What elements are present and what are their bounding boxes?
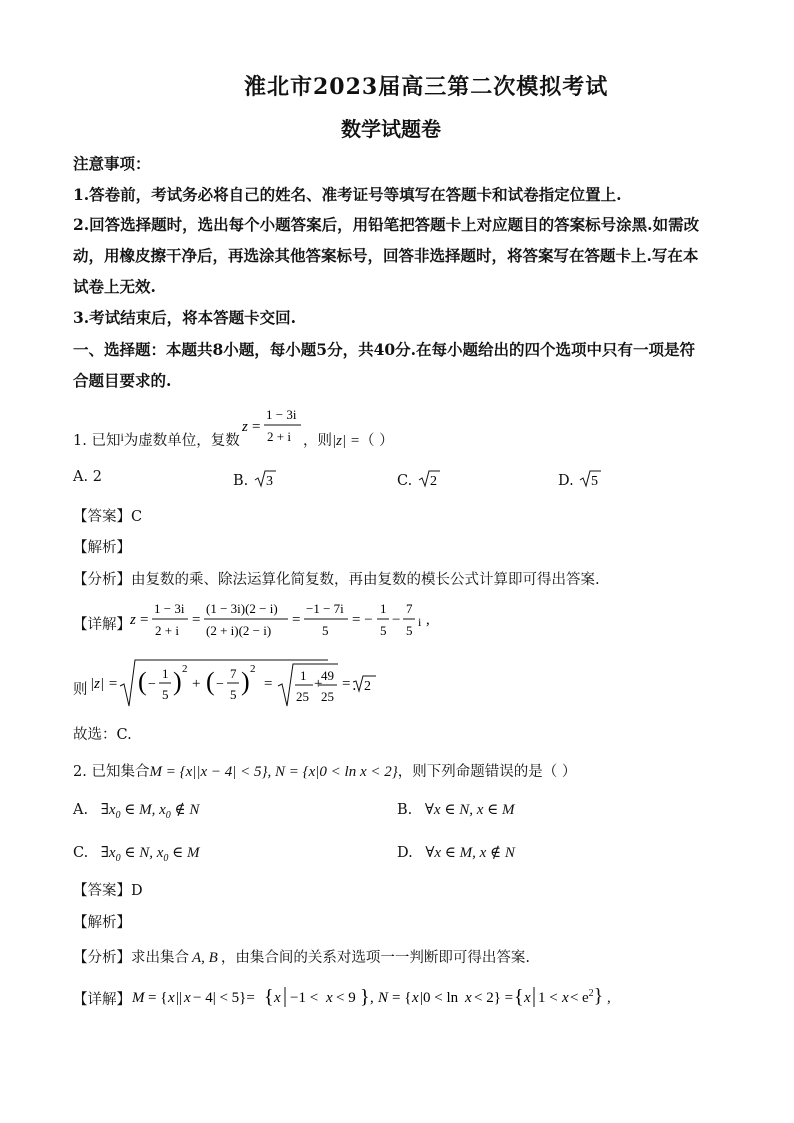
q2-detail-formula-end: $e^2$} ,	[582, 985, 611, 1007]
q2-tail: ，则下列命题错误的是（ ）	[397, 764, 577, 780]
fenxi-tag: 【分析】	[73, 572, 131, 588]
q2-option-a-expr: $\exists x_0$ ∈ M, $x_0$ ∉ N	[100, 802, 200, 821]
svg-text:5: 5	[322, 623, 329, 638]
q1-option-c-label: C.	[397, 473, 413, 489]
q1-stem	[73, 429, 240, 450]
svg-text:}: }	[360, 986, 370, 1008]
svg-text:< 9: < 9	[336, 990, 356, 1006]
svg-text:25: 25	[321, 689, 334, 704]
svg-text:i: i	[418, 615, 422, 629]
svg-text:(: (	[138, 667, 147, 696]
svg-text:1 − 3i: 1 − 3i	[266, 407, 297, 422]
svg-text:M: M	[132, 990, 145, 1006]
q2-option-b[interactable]	[397, 800, 514, 819]
svg-text:x: x	[465, 990, 472, 1006]
q2-sets: M = {x||x − 4| < 5}, N = {x|0 < ln x < 2}	[149, 764, 398, 780]
svg-text:= {: = {	[148, 990, 168, 1006]
svg-text:=: =	[252, 419, 261, 435]
svg-text:=: =	[292, 612, 301, 628]
answer-value: C	[131, 509, 143, 525]
svg-text:1: 1	[380, 601, 387, 616]
svg-text:,: ,	[426, 612, 430, 628]
fenxi-sets: A, B	[192, 950, 218, 966]
q1-option-b[interactable]	[233, 469, 277, 489]
svg-text:): )	[173, 667, 182, 696]
q2-option-b-label: B.	[397, 802, 413, 818]
q2-option-d-expr: ∀x ∈ M, x ∉ N	[425, 845, 515, 861]
svg-text:x: x	[184, 990, 191, 1006]
svg-text:2 + i: 2 + i	[267, 429, 291, 444]
q1-tail	[303, 429, 394, 450]
q1-fenxi	[73, 568, 600, 589]
svg-text:2: 2	[364, 679, 371, 694]
notice-item-2-line-1: 2.回答选择题时，选出每个小题答案后，用铅笔把答题卡上对应题目的答案标号涂黑.如需改	[73, 215, 700, 234]
svg-text:−1 <: −1 <	[290, 990, 319, 1006]
svg-text:x: x	[562, 990, 569, 1006]
q1-option-d-label: D.	[558, 473, 574, 489]
q2-stem	[73, 760, 576, 781]
q2-fenxi	[73, 946, 530, 967]
svg-text:−: −	[148, 677, 156, 692]
q2-option-c[interactable]	[73, 843, 199, 864]
q2-detail-formula	[130, 978, 590, 1014]
page-subtitle: 数学试题卷	[341, 117, 441, 141]
svg-text:3: 3	[265, 474, 273, 489]
svg-text:2: 2	[182, 663, 188, 675]
svg-text:=: =	[342, 676, 351, 692]
sqrt-3	[253, 469, 277, 489]
svg-text:,: ,	[370, 990, 374, 1006]
svg-text:= −: = −	[352, 612, 373, 628]
q1-then: 则	[73, 682, 88, 698]
svg-text:+: +	[192, 676, 201, 692]
svg-text:<: <	[570, 990, 579, 1006]
section-heading-line-2: 合题目要求的.	[73, 371, 172, 390]
svg-text:−: −	[216, 677, 224, 692]
detail-tag: 【详解】	[73, 992, 131, 1008]
fenxi-text: 由复数的乘、除法运算化简复数，再由复数的模长公式计算即可得出答案.	[131, 572, 600, 588]
page-title: 淮北市2023届高三第二次模拟考试	[244, 74, 609, 100]
q1-period: .	[352, 678, 357, 694]
svg-text:(: (	[206, 667, 215, 696]
fenxi-text-b: ，由集合间的关系对选项一一判断即可得出答案.	[220, 950, 530, 966]
svg-text:5: 5	[380, 623, 387, 638]
q1-choose: 故选：C.	[73, 727, 132, 743]
q2-option-d-label: D.	[397, 845, 413, 861]
svg-text:{: {	[264, 986, 274, 1008]
svg-text:1 <: 1 <	[538, 990, 558, 1006]
svg-text:(1 − 3i)(2 − i): (1 − 3i)(2 − i)	[206, 601, 278, 616]
svg-text:−1 − 7i: −1 − 7i	[306, 601, 344, 616]
svg-text:x: x	[412, 990, 419, 1006]
svg-text:2: 2	[250, 663, 256, 675]
q1-paren: （ ）	[359, 433, 394, 449]
q2-option-c-expr: $\exists x_0$ ∈ N, $x_0$ ∈ M	[100, 845, 200, 864]
q1-mid: 为虚数单位，复数	[123, 433, 240, 449]
q1-option-b-label: B.	[233, 473, 249, 489]
q2-prefix: 2. 已知集合	[73, 764, 150, 780]
notice-item-3: 3.考试结束后，将本答题卡交回.	[73, 308, 297, 327]
q1-option-d[interactable]	[558, 469, 602, 489]
svg-text:25: 25	[296, 689, 309, 704]
svg-text:5: 5	[162, 687, 169, 702]
q2-option-b-expr: ∀x ∈ N, x ∈ M	[424, 802, 515, 818]
q1-answer	[73, 505, 142, 526]
q1-abs-z: |z| =	[332, 433, 360, 449]
svg-text:||: ||	[176, 990, 183, 1006]
svg-text:=: =	[264, 676, 273, 692]
svg-text:x: x	[274, 990, 281, 1006]
q2-analysis-tag: 【解析】	[73, 915, 131, 931]
notice-item-2-line-3: 试卷上无效.	[73, 277, 156, 296]
svg-text:z: z	[130, 612, 136, 628]
fenxi-tag: 【分析】	[73, 950, 131, 966]
svg-text:7: 7	[406, 601, 413, 616]
sqrt-2	[417, 469, 441, 489]
answer-tag: 【答案】	[73, 509, 131, 525]
notice-heading: 注意事项：	[73, 154, 151, 173]
svg-text:5: 5	[406, 623, 413, 638]
svg-text:z: z	[242, 419, 248, 435]
svg-text:49: 49	[321, 668, 334, 683]
notice-item-1: 1.答卷前，考试务必将自己的姓名、准考证号等填写在答题卡和试卷指定位置上.	[73, 185, 622, 204]
q2-detail	[73, 988, 131, 1009]
q1-tail-text: ，则	[303, 433, 332, 449]
svg-text:< 2} =: < 2} =	[474, 990, 514, 1006]
q1-option-c[interactable]	[397, 469, 441, 489]
svg-text:x: x	[326, 990, 333, 1006]
q1-detail-tag: 【详解】	[73, 617, 131, 633]
svg-text:− 4| < 5}=: − 4| < 5}=	[193, 990, 255, 1006]
sqrt-5	[578, 469, 602, 489]
q1-detail-formula	[128, 596, 438, 644]
svg-text:x: x	[524, 990, 531, 1006]
svg-text:x: x	[168, 990, 175, 1006]
q1-prefix: 1. 已知	[73, 433, 121, 449]
svg-text:1: 1	[162, 666, 169, 681]
svg-text:1: 1	[300, 668, 307, 683]
svg-text:1 − 3i: 1 − 3i	[154, 601, 185, 616]
q2-option-c-label: C.	[73, 845, 89, 861]
q1-analysis-tag: 【解析】	[73, 540, 131, 556]
svg-text:|0 < ln: |0 < ln	[420, 990, 459, 1006]
q1-option-a[interactable]: A. 2	[73, 469, 102, 485]
svg-text:): )	[241, 667, 250, 696]
svg-text:(2 + i)(2 − i): (2 + i)(2 − i)	[206, 623, 272, 638]
q2-option-a[interactable]	[73, 800, 199, 821]
svg-text:2: 2	[429, 474, 437, 489]
section-heading-line-1: 一、选择题：本题共8小题，每小题5分，共40分.在每小题给出的四个选项中只有一项是符	[73, 340, 696, 359]
svg-text:=: =	[140, 612, 149, 628]
svg-text:2 + i: 2 + i	[155, 623, 179, 638]
q2-answer	[73, 879, 143, 900]
svg-text:5: 5	[230, 687, 237, 702]
fenxi-text-a: 求出集合	[131, 950, 189, 966]
svg-text:−: −	[392, 612, 401, 628]
svg-text:N: N	[378, 990, 389, 1006]
q1-formula-z	[240, 400, 302, 448]
imaginary-unit: i	[120, 430, 124, 444]
answer-tag: 【答案】	[73, 883, 131, 899]
svg-text:= {: = {	[392, 990, 412, 1006]
svg-text:7: 7	[230, 666, 237, 681]
q1-modulus-formula	[88, 654, 371, 714]
q2-option-d[interactable]	[397, 843, 515, 862]
q2-option-a-label: A.	[73, 802, 89, 818]
svg-text:{: {	[514, 986, 524, 1008]
svg-text:+: +	[314, 676, 323, 692]
answer-value: D	[131, 883, 143, 899]
svg-text:|z| =: |z| =	[90, 676, 118, 692]
svg-text:=: =	[192, 612, 201, 628]
notice-item-2-line-2: 动，用橡皮擦干净后，再选涂其他答案标号，回答非选择题时，将答案写在答题卡上.写在本	[73, 246, 699, 265]
svg-text:5: 5	[591, 474, 599, 489]
